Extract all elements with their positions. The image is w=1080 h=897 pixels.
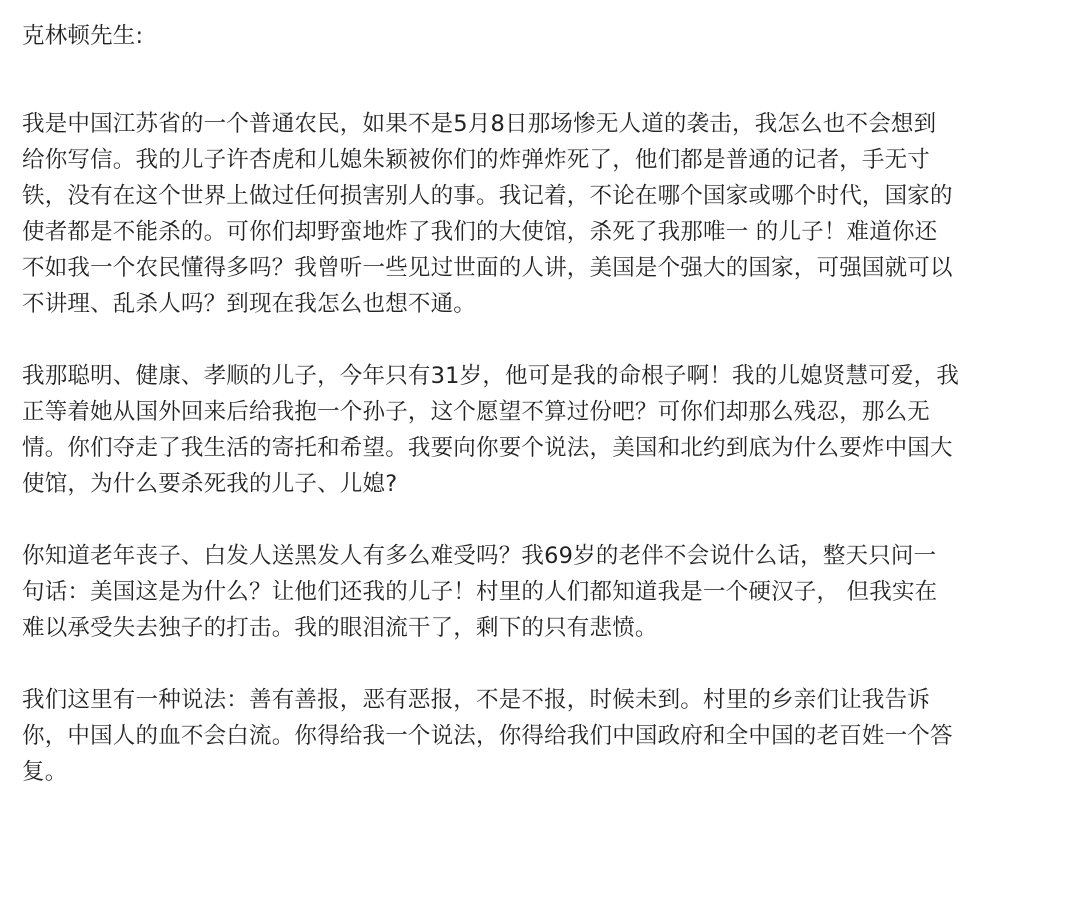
- paragraph-line: 使者都是不能杀的。可你们却野蛮地炸了我们的大使馆，杀死了我那唯一 的儿子！难道你还: [22, 219, 938, 245]
- paragraph-line: 我那聪明、健康、孝顺的儿子，今年只有31岁，他可是我的命根子啊！我的儿媳贤慧可爱，我: [22, 363, 960, 389]
- paragraph-line: 铁，没有在这个世界上做过任何损害别人的事。我记着，不论在哪个国家或哪个时代，国家的: [22, 183, 953, 209]
- paragraph-line: 情。你们夺走了我生活的寄托和希望。我要向你要个说法，美国和北约到底为什么要炸中国大: [22, 435, 953, 461]
- paragraph-line: 不讲理、乱杀人吗？到现在我怎么也想不通。: [22, 291, 477, 317]
- salutation: 克林顿先生:: [22, 23, 144, 49]
- paragraph-line: 我们这里有一种说法：善有善报，恶有恶报，不是不报，时候未到。村里的乡亲们让我告诉: [22, 687, 931, 713]
- paragraph-line: 不如我一个农民懂得多吗？我曾听一些见过世面的人讲，美国是个强大的国家，可强国就可以: [22, 255, 953, 281]
- paragraph-4: [22, 682, 1042, 790]
- paragraph-2: [22, 358, 1042, 502]
- paragraph-line: 正等着她从国外回来后给我抱一个孙子，这个愿望不算过份吧？可你们却那么残忍，那么无: [22, 399, 931, 425]
- letter-body: [22, 18, 1042, 790]
- paragraph-line: 你知道老年丧子、白发人送黑发人有多么难受吗？我69岁的老伴不会说什么话，整天只问一: [22, 543, 937, 569]
- paragraph-line: 句话：美国这是为什么？让他们还我的儿子！村里的人们都知道我是一个硬汉子， 但我实在: [22, 579, 938, 605]
- paragraph-line: 我是中国江苏省的一个普通农民，如果不是5月8日那场惨无人道的袭击，我怎么也不会想到: [22, 111, 937, 137]
- paragraph-line: 难以承受失去独子的打击。我的眼泪流干了，剩下的只有悲愤。: [22, 615, 658, 641]
- paragraph-line: 使馆，为什么要杀死我的儿子、儿媳?: [22, 471, 398, 497]
- paragraph-1: [22, 106, 1042, 322]
- paragraph-3: [22, 538, 1042, 646]
- paragraph-line: 复。: [22, 759, 68, 785]
- paragraph-line: 给你写信。我的儿子许杏虎和儿媳朱颖被你们的炸弹炸死了，他们都是普通的记者，手无寸: [22, 147, 931, 173]
- paragraph-line: 你，中国人的血不会白流。你得给我一个说法，你得给我们中国政府和全中国的老百姓一个答: [22, 723, 953, 749]
